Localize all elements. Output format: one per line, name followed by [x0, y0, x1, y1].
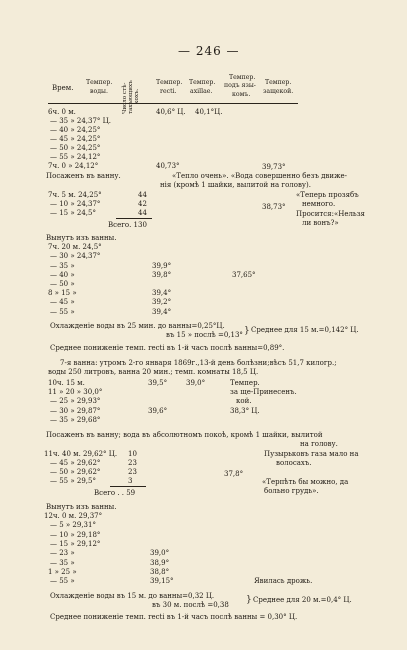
header-cheek-2: защекой.	[263, 88, 294, 95]
cell-count: 44	[138, 209, 147, 217]
table-row: — 45 » 24,25°	[50, 135, 101, 143]
cell-recti: 39,0°	[150, 549, 170, 557]
bath-exit-label: Вынутъ изъ ванны.	[46, 234, 117, 242]
cooling-average: Среднее для 15 м.=0,142° Ц.	[251, 326, 359, 334]
cell-axillae: 40,1°Ц.	[195, 108, 223, 116]
cell-count: 10	[128, 450, 137, 458]
bath-note: нія (кромѣ 1 шайки, вылитой на голову).	[160, 181, 311, 189]
table-row: — 40 » 24,25°	[50, 126, 101, 134]
patient-quote: «Теперь прозябъ	[296, 191, 359, 199]
cell-count: 44	[138, 191, 147, 199]
cell-note: Явилась дрожь.	[254, 577, 313, 585]
sum-rule	[110, 486, 146, 487]
cell-recti: 39,15°	[150, 577, 174, 585]
cell-recti: 39,4°	[152, 289, 172, 297]
table-row: — 45 »	[50, 298, 75, 306]
cooling-average: Среднее для 20 м.=0,4° Ц.	[253, 596, 352, 604]
cooling-before: Охлажденіе воды въ 15 м. до ванны=0,32 Ц.	[50, 592, 215, 600]
table-row: 12ч. 0 м. 29,37°	[44, 512, 103, 520]
cell-note: Темпер.	[230, 379, 260, 387]
cooling-before: Охлажденіе воды въ 25 мин. до ванны=0,25°Ц.	[50, 322, 225, 330]
table-row: — 5 » 29,31°	[50, 521, 96, 529]
table-row: — 10 » 24,37°	[50, 200, 101, 208]
table-row: — 50 »	[50, 280, 75, 288]
patient-quote: больно грудь».	[264, 487, 319, 495]
row-time: 6ч. 0 м.	[48, 108, 76, 116]
patient-quote: немного.	[302, 200, 336, 208]
bath-description: воды 250 литровъ, ванна 20 мин.; темп. комнаты 18,5 Ц.	[48, 368, 259, 376]
cell-cheek: 39,73°	[262, 163, 286, 171]
table-row: — 55 »	[50, 308, 75, 316]
header-count-3: кохъ.	[134, 88, 140, 104]
header-tongue-3: комъ.	[232, 91, 251, 98]
header-recti: Темпер.	[156, 79, 183, 86]
cell-recti: 39,4°	[152, 308, 172, 316]
bath-entry-label: Посаженъ въ ванну.	[46, 172, 121, 180]
bath-entry-label: Посаженъ въ ванну; вода въ абсолютномъ покоѣ, кромѣ 1 шайки, вылитой	[46, 431, 323, 439]
table-row: — 25 » 29,93°	[50, 397, 101, 405]
table-row: — 30 » 24,37°	[50, 252, 101, 260]
header-axillae-2: axillae.	[190, 88, 213, 95]
table-row: 10ч. 15 м.	[48, 379, 85, 387]
cell-recti: 39,9°	[152, 262, 172, 270]
cell-note: волосахъ.	[276, 459, 312, 467]
cooling-after: въ 15 » послѣ =0,13°	[166, 331, 243, 339]
cell-count: 3	[128, 477, 133, 485]
header-count-1: Число стѣ-	[122, 82, 128, 114]
patient-quote: Просится:«Нельзя	[296, 210, 365, 218]
header-tongue: Темпер.	[229, 74, 256, 81]
table-row: — 35 » 24,37° Ц.	[50, 117, 111, 125]
cell-recti: 40,6° Ц.	[156, 108, 186, 116]
patient-quote: «Терпѣть бы можно, да	[262, 478, 349, 486]
bath-note: «Тепло очень». «Вода совершенно безъ движе-	[172, 172, 348, 180]
header-tongue-2: подъ язы-	[224, 82, 256, 89]
header-time: Врем.	[52, 84, 74, 92]
table-row: 7ч. 0 » 24,12°	[48, 162, 99, 170]
cell-note: 38,3° Ц.	[230, 407, 260, 415]
cell-note: за ще-Принесенъ.	[230, 388, 297, 396]
cell-recti: 39,2°	[152, 298, 172, 306]
header-recti-2: recti.	[160, 88, 177, 95]
table-row: — 50 » 24,25°	[50, 144, 101, 152]
count-total: Всего . . 59	[94, 489, 136, 497]
table-row: — 45 » 29,62°	[50, 459, 101, 467]
table-row: — 30 » 29,87°	[50, 407, 101, 415]
brace: }	[246, 595, 252, 605]
table-row: 11 » 20 » 30,0°	[48, 388, 103, 396]
cell-count: 23	[128, 468, 137, 476]
table-row: 8 » 15 »	[48, 289, 77, 297]
count-total: Всего. 130	[108, 221, 147, 229]
cell-recti: 40,73°	[156, 162, 180, 170]
table-row: — 23 »	[50, 549, 75, 557]
bath-entry-label-2: на голову.	[300, 440, 338, 448]
table-row: — 10 » 29,18°	[50, 531, 101, 539]
table-row: 7ч. 5 м. 24,25°	[48, 191, 102, 199]
sum-rule	[116, 218, 152, 219]
cell-recti: 39,8°	[152, 271, 172, 279]
cell-tongue: 37,65°	[232, 271, 256, 279]
table-row: — 40 »	[50, 271, 75, 279]
cooling-after: въ 30 м. послѣ =0,38	[152, 601, 229, 609]
cell-cheek: 37,8°	[224, 470, 244, 478]
cell-cheek: 38,73°	[262, 203, 286, 211]
header-water-temp-2: воды.	[90, 88, 108, 95]
cell-recti: 39,5°	[148, 379, 168, 387]
page-number: — 246 —	[178, 44, 240, 58]
temperature-fall: Среднее пониженіе темп. recti въ 1-й часъ послѣ ванны = 0,30° Ц.	[50, 613, 298, 621]
cell-axillae: 39,0°	[186, 379, 206, 387]
cell-recti: 38,9°	[150, 559, 170, 567]
table-row: 7ч. 20 м. 24,5°	[48, 243, 102, 251]
header-axillae: Темпер.	[189, 79, 216, 86]
cell-recti: 38,8°	[150, 568, 170, 576]
header-cheek: Темпер.	[265, 79, 292, 86]
table-row: — 50 » 29,62°	[50, 468, 101, 476]
table-row: — 55 » 29,5°	[50, 477, 96, 485]
brace: }	[244, 326, 250, 336]
cell-recti: 39,6°	[148, 407, 168, 415]
header-count-2: тахъющихъ	[128, 80, 134, 114]
table-row: 11ч. 40 м. 29,62° Ц.	[44, 450, 118, 458]
patient-quote: ли вонъ?»	[302, 219, 339, 227]
table-row: — 35 »	[50, 262, 75, 270]
table-row: — 15 » 29,12°	[50, 540, 101, 548]
table-row: — 55 » 24,12°	[50, 153, 101, 161]
table-row: — 55 »	[50, 577, 75, 585]
cell-count: 42	[138, 200, 147, 208]
table-row: 1 » 25 »	[48, 568, 77, 576]
cell-note: Пузырьковъ газа мало на	[264, 450, 359, 458]
table-row: — 15 » 24,5°	[50, 209, 96, 217]
header-water-temp: Темпер.	[86, 79, 113, 86]
bath-exit-label: Вынутъ изъ ванны.	[46, 503, 117, 511]
table-row: — 35 » 29,68°	[50, 416, 101, 424]
header-rule	[48, 103, 298, 104]
cell-note: кой.	[236, 397, 252, 405]
cell-count: 23	[128, 459, 137, 467]
table-row: — 35 »	[50, 559, 75, 567]
bath-description: 7-я ванна: утромъ 2-го января 1869г.,13-й день болѣзни;вѣсъ 51,7 килогр.;	[60, 359, 337, 367]
temperature-fall: Среднее пониженіе темп. recti въ 1-й часъ послѣ ванны=0,89°.	[50, 344, 285, 352]
